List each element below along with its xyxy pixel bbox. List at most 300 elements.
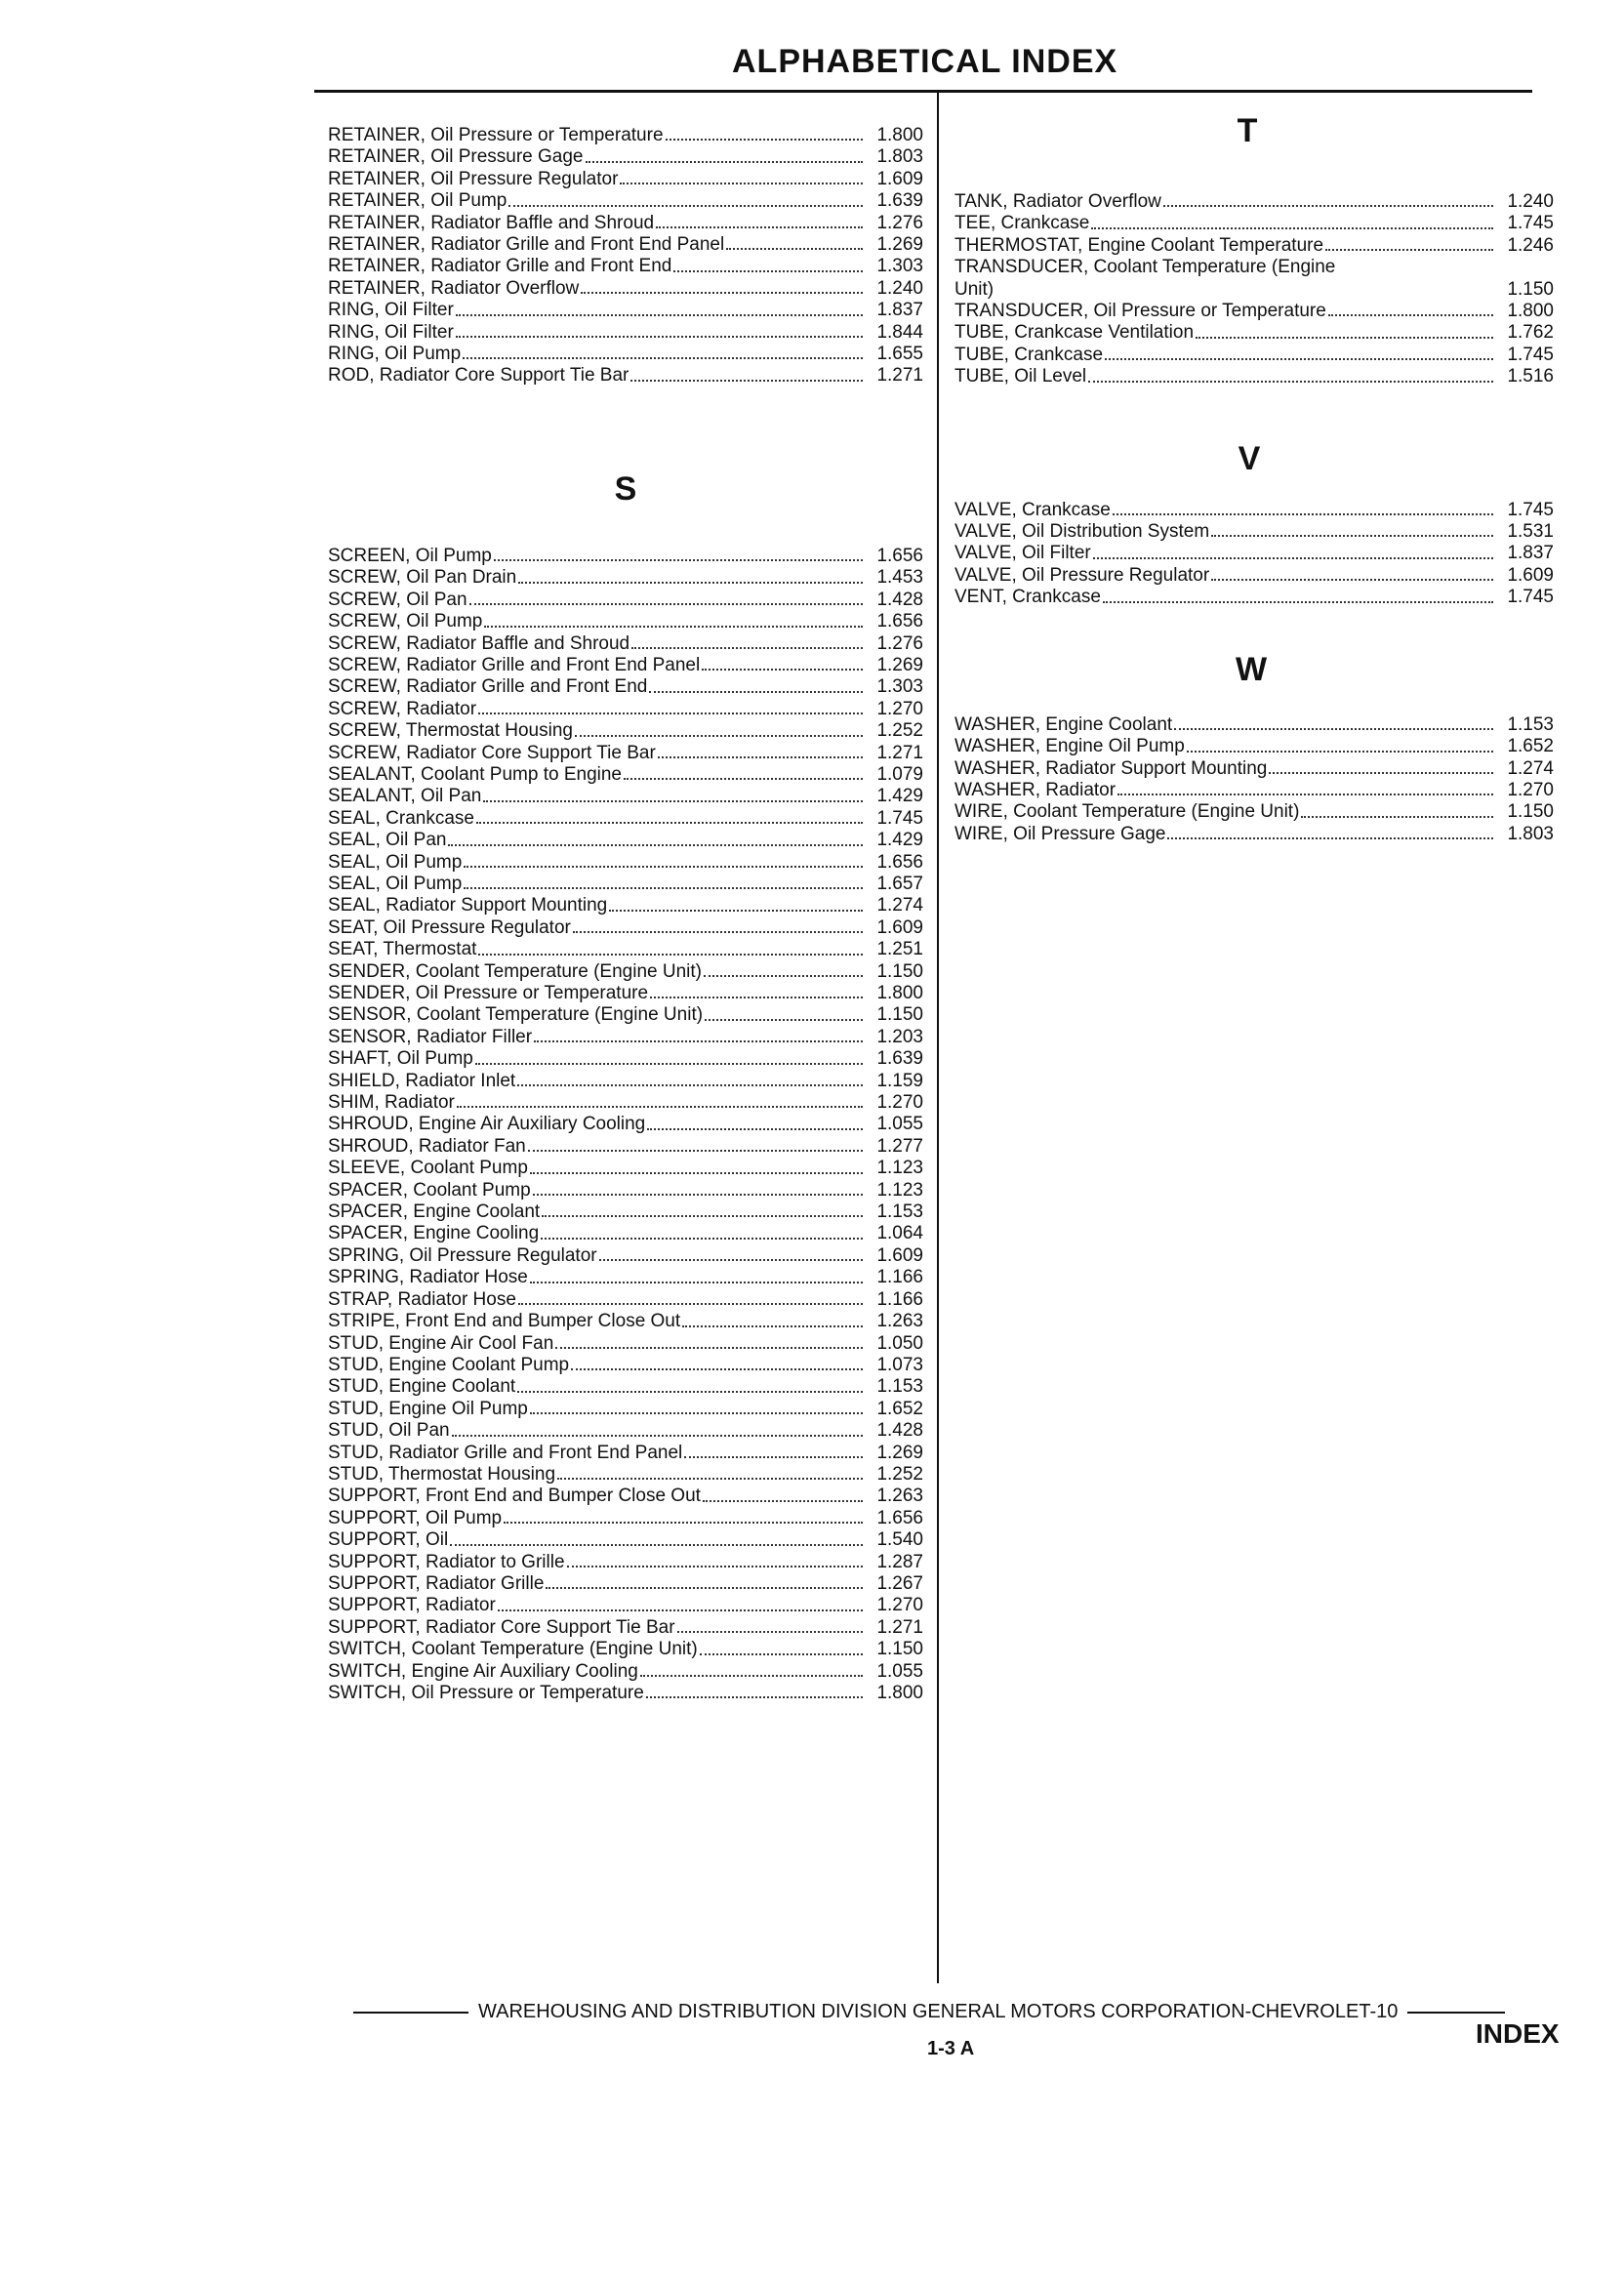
index-entry <box>328 1486 923 1507</box>
index-entry <box>328 213 923 234</box>
entry-page: 1.745 <box>1507 344 1554 365</box>
index-entry <box>328 1180 923 1201</box>
entry-page: 1.745 <box>1507 499 1554 520</box>
dot-leader <box>702 669 863 671</box>
entry-page: 1.123 <box>876 1158 923 1179</box>
entry-page: 1.609 <box>1507 564 1554 586</box>
dot-leader <box>1325 249 1493 251</box>
entry-label: RETAINER, Radiator Grille and Front End Panel <box>328 234 725 256</box>
index-entry <box>954 587 1554 608</box>
dot-leader <box>630 380 863 382</box>
entry-page: 1.153 <box>876 1201 923 1223</box>
entry-label: RING, Oil Filter <box>328 321 454 343</box>
entry-label: SHROUD, Radiator Fan <box>328 1135 526 1157</box>
footer-text: WAREHOUSING AND DISTRIBUTION DIVISION GENERAL MOTORS CORPORATION-CHEVROLET-10 <box>478 2001 1399 2022</box>
dot-leader <box>624 778 863 780</box>
entry-label: TUBE, Crankcase Ventilation <box>954 322 1195 344</box>
dot-leader <box>478 712 863 714</box>
index-entry <box>328 125 923 146</box>
entry-label: SENSOR, Radiator Filler <box>328 1026 533 1047</box>
index-entry <box>328 1267 923 1288</box>
index-entry <box>954 345 1554 366</box>
index-entry <box>954 257 1554 301</box>
index-entry <box>954 714 1554 736</box>
dot-leader <box>456 336 863 338</box>
index-entry <box>328 1158 923 1179</box>
index-entry <box>954 565 1554 587</box>
entry-page: 1.428 <box>876 1420 923 1442</box>
entry-label: SCREW, Radiator Core Support Tie Bar <box>328 742 656 763</box>
index-entry <box>328 256 923 277</box>
index-entry <box>328 895 923 916</box>
entry-label: SPACER, Engine Cooling <box>328 1223 540 1244</box>
entry-label: SUPPORT, Radiator <box>328 1595 496 1616</box>
s-entries <box>328 546 923 1705</box>
index-entry <box>328 1639 923 1660</box>
entry-label: RING, Oil Filter <box>328 300 454 321</box>
index-entry <box>328 852 923 874</box>
dot-leader <box>703 1500 863 1502</box>
index-entry <box>328 169 923 190</box>
entry-label: SLEEVE, Coolant Pump <box>328 1158 528 1179</box>
entry-label: WASHER, Radiator <box>954 779 1116 800</box>
dot-leader <box>609 910 863 912</box>
entry-page: 1.837 <box>876 300 923 321</box>
entry-page: 1.609 <box>876 1244 923 1266</box>
entry-page: 1.287 <box>876 1551 923 1572</box>
entry-page: 1.251 <box>876 939 923 960</box>
entry-page: 1.277 <box>876 1135 923 1157</box>
entry-page: 1.159 <box>876 1070 923 1091</box>
entry-page: 1.203 <box>876 1026 923 1047</box>
entry-label: SEAL, Radiator Support Mounting <box>328 895 608 916</box>
index-entry <box>328 1595 923 1616</box>
dot-leader <box>1113 513 1493 515</box>
index-entry <box>954 322 1554 344</box>
entry-label: SPRING, Oil Pressure Regulator <box>328 1244 597 1266</box>
entry-label: STRIPE, Front End and Bumper Close Out <box>328 1311 681 1332</box>
index-entry <box>328 676 923 698</box>
section-letter-t: T <box>1237 112 1258 149</box>
index-entry <box>954 500 1554 521</box>
dot-leader <box>517 1084 863 1086</box>
section-letter-v: V <box>1238 439 1261 477</box>
page-title: ALPHABETICAL INDEX <box>732 43 1118 80</box>
index-entry <box>328 322 923 344</box>
entry-page: 1.274 <box>1507 757 1554 779</box>
entry-page: 1.079 <box>876 763 923 785</box>
index-entry <box>328 365 923 387</box>
dot-leader <box>483 800 863 802</box>
entry-label: SWITCH, Coolant Temperature (Engine Unit) <box>328 1639 698 1660</box>
dot-leader <box>456 314 863 316</box>
entry-page: 1.150 <box>1507 801 1554 823</box>
dot-leader <box>705 1019 863 1021</box>
index-entry <box>328 1508 923 1529</box>
index-entry <box>954 301 1554 322</box>
dot-leader <box>1105 358 1493 360</box>
section-letter-w: W <box>1235 650 1268 688</box>
entry-page: 1.150 <box>1507 278 1554 300</box>
entry-label: STUD, Engine Coolant <box>328 1376 516 1398</box>
index-entry <box>954 366 1554 387</box>
entry-page: 1.303 <box>876 676 923 698</box>
dot-leader <box>631 647 863 649</box>
dot-leader <box>656 226 863 228</box>
entry-label: TUBE, Crankcase <box>954 344 1104 365</box>
dot-leader <box>518 582 863 584</box>
index-entry <box>328 1223 923 1244</box>
entry-page: 1.064 <box>876 1223 923 1244</box>
entry-label: VALVE, Oil Distribution System <box>954 521 1210 543</box>
dot-leader <box>1167 837 1493 839</box>
entry-page: 1.516 <box>1507 366 1554 387</box>
dot-leader <box>575 735 863 737</box>
entry-page: 1.240 <box>1507 191 1554 212</box>
entry-page: 1.276 <box>876 632 923 654</box>
dot-leader <box>504 1522 863 1524</box>
entry-label: STUD, Engine Coolant Pump <box>328 1354 570 1375</box>
entry-page: 1.656 <box>876 1507 923 1528</box>
footer <box>344 2001 1554 2023</box>
index-entry <box>328 1529 923 1551</box>
entry-label: SCREW, Radiator Grille and Front End <box>328 676 648 698</box>
entry-page: 1.240 <box>876 277 923 299</box>
entry-label: SENDER, Coolant Temperature (Engine Unit) <box>328 960 702 982</box>
dot-leader <box>571 1368 863 1370</box>
index-entry <box>328 1464 923 1486</box>
entry-page: 1.655 <box>876 344 923 365</box>
entry-page: 1.271 <box>876 742 923 763</box>
retainer-entries <box>328 125 923 387</box>
index-entry <box>954 736 1554 757</box>
entry-page: 1.269 <box>876 1442 923 1463</box>
index-entry <box>954 758 1554 780</box>
index-entry <box>954 213 1554 234</box>
dot-leader <box>484 626 863 628</box>
entry-page: 1.055 <box>876 1114 923 1135</box>
dot-leader <box>700 1653 863 1655</box>
entry-page: 1.656 <box>876 851 923 873</box>
entry-page: 1.844 <box>876 321 923 343</box>
index-entry <box>328 1552 923 1573</box>
entry-page: 1.246 <box>1507 234 1554 256</box>
dot-leader <box>726 248 863 250</box>
right-column <box>954 111 1554 845</box>
dot-leader <box>1196 337 1493 339</box>
entry-label: SCREW, Radiator Grille and Front End Panel <box>328 654 701 675</box>
index-entry <box>328 590 923 611</box>
index-entry <box>954 780 1554 801</box>
index-entry <box>328 983 923 1004</box>
entry-label: RETAINER, Oil Pump <box>328 190 508 212</box>
dot-leader <box>478 954 863 956</box>
dot-leader <box>649 691 863 693</box>
entry-page: 1.745 <box>876 807 923 829</box>
entry-page: 1.263 <box>876 1486 923 1507</box>
index-entry <box>954 521 1554 543</box>
entry-label: SUPPORT, Radiator Grille <box>328 1572 545 1594</box>
index-entry <box>328 699 923 720</box>
entry-label: SCREW, Radiator <box>328 698 477 719</box>
entry-page: 1.609 <box>876 168 923 189</box>
index-entry <box>328 1004 923 1026</box>
index-entry <box>328 786 923 807</box>
entry-page: 1.800 <box>876 125 923 145</box>
dot-leader <box>494 559 863 561</box>
entry-label: SUPPORT, Radiator to Grille <box>328 1551 565 1572</box>
entry-page: 1.657 <box>876 873 923 894</box>
dot-leader <box>557 1478 863 1480</box>
dot-leader <box>646 1696 863 1698</box>
entry-page: 1.050 <box>876 1332 923 1354</box>
entry-label: SHIELD, Radiator Inlet <box>328 1070 516 1091</box>
entry-label: VALVE, Crankcase <box>954 499 1111 520</box>
entry-page: 1.150 <box>876 1004 923 1026</box>
entry-page: 1.303 <box>876 256 923 277</box>
entry-label: SEAT, Thermostat <box>328 939 477 960</box>
entry-page: 1.123 <box>876 1179 923 1201</box>
entry-label: SCREW, Oil Pan Drain <box>328 567 517 589</box>
entry-page: 1.153 <box>876 1376 923 1398</box>
entry-page: 1.150 <box>876 960 923 982</box>
entry-label: WASHER, Radiator Support Mounting <box>954 757 1268 779</box>
entry-label: RETAINER, Oil Pressure Regulator <box>328 168 619 189</box>
dot-leader <box>464 866 863 868</box>
dot-leader <box>464 887 863 889</box>
entry-page: 1.656 <box>876 611 923 632</box>
index-entry <box>328 1071 923 1092</box>
entry-page: 1.837 <box>1507 543 1554 564</box>
entry-page: 1.269 <box>876 654 923 675</box>
index-entry <box>328 743 923 764</box>
entry-page: 1.270 <box>876 1092 923 1114</box>
entry-label: RETAINER, Radiator Overflow <box>328 277 580 299</box>
dot-leader <box>530 1282 863 1283</box>
entry-page: 1.269 <box>876 234 923 256</box>
entry-label: SCREW, Radiator Baffle and Shroud <box>328 632 630 654</box>
dot-leader <box>1174 728 1493 730</box>
entry-label: WIRE, Oil Pressure Gage <box>954 823 1166 844</box>
footer-rule-right <box>1407 2012 1505 2014</box>
index-entry <box>328 1136 923 1158</box>
dot-leader <box>555 1347 863 1349</box>
entry-page: 1.800 <box>876 983 923 1003</box>
entry-label: SPACER, Engine Coolant <box>328 1201 541 1223</box>
entry-label: SWITCH, Oil Pressure or Temperature <box>328 1683 644 1703</box>
index-entry <box>954 824 1554 845</box>
entry-label: TRANSDUCER, Oil Pressure or Temperature <box>954 301 1326 322</box>
dot-leader <box>586 161 863 163</box>
index-entry <box>328 344 923 365</box>
entry-label: SCREW, Oil Pump <box>328 611 483 632</box>
dot-leader <box>1328 314 1493 316</box>
index-entry <box>328 1289 923 1311</box>
entry-page: 1.762 <box>1507 322 1554 344</box>
entry-page: 1.270 <box>876 1595 923 1616</box>
dot-leader <box>673 270 863 272</box>
index-entry <box>328 1355 923 1376</box>
index-entry <box>328 1311 923 1332</box>
index-entry <box>328 939 923 960</box>
t-entries <box>954 191 1554 388</box>
dot-leader <box>476 822 863 824</box>
index-entry <box>328 1376 923 1398</box>
dot-leader <box>640 1675 863 1677</box>
entry-page: 1.453 <box>876 567 923 589</box>
entry-label: TUBE, Oil Level <box>954 366 1087 387</box>
index-entry <box>328 917 923 939</box>
index-entry <box>328 1683 923 1704</box>
entry-page: 1.656 <box>876 545 923 566</box>
entry-page: 1.274 <box>876 895 923 916</box>
index-entry <box>328 1114 923 1135</box>
index-entry <box>328 546 923 567</box>
dot-leader <box>682 1325 863 1327</box>
dot-leader <box>528 1150 863 1152</box>
index-entry <box>328 146 923 168</box>
entry-label: STUD, Radiator Grille and Front End Panel <box>328 1442 683 1463</box>
dot-leader <box>573 931 863 933</box>
dot-leader <box>581 292 863 294</box>
dot-leader <box>684 1456 863 1458</box>
entry-page: 1.276 <box>876 212 923 233</box>
entry-page: 1.800 <box>876 1683 923 1703</box>
entry-label: STUD, Engine Oil Pump <box>328 1398 528 1419</box>
entry-label: SCREW, Oil Pan <box>328 589 467 610</box>
entry-label: TRANSDUCER, Coolant Temperature (Engine Unit) <box>954 257 1336 300</box>
dot-leader <box>469 603 863 605</box>
index-entry <box>328 1443 923 1464</box>
v-entries <box>954 500 1554 609</box>
entry-label: WASHER, Engine Oil Pump <box>954 736 1185 757</box>
entry-label: VALVE, Oil Filter <box>954 543 1091 564</box>
entry-label: SUPPORT, Front End and Bumper Close Out <box>328 1486 701 1507</box>
index-entry <box>328 1245 923 1267</box>
entry-label: SCREEN, Oil Pump <box>328 545 492 566</box>
entry-label: SENDER, Oil Pressure or Temperature <box>328 983 649 1003</box>
dot-leader <box>1269 772 1493 774</box>
entry-label: SHAFT, Oil Pump <box>328 1048 473 1070</box>
entry-label: VENT, Crankcase <box>954 587 1101 608</box>
dot-leader <box>457 1106 863 1108</box>
entry-page: 1.270 <box>1507 779 1554 800</box>
entry-page: 1.639 <box>876 190 923 212</box>
dot-leader <box>533 1194 863 1196</box>
footer-rule-left <box>353 2012 468 2014</box>
entry-label: TANK, Radiator Overflow <box>954 191 1161 212</box>
dot-leader <box>450 1544 863 1546</box>
index-entry <box>328 1027 923 1048</box>
index-entry <box>328 633 923 655</box>
entry-page: 1.540 <box>876 1529 923 1551</box>
entry-page: 1.429 <box>876 786 923 807</box>
section-label: INDEX <box>1476 2018 1560 2049</box>
entry-page: 1.073 <box>876 1354 923 1375</box>
entry-label: ROD, Radiator Core Support Tie Bar <box>328 365 629 387</box>
index-entry <box>328 1399 923 1420</box>
dot-leader <box>1117 794 1493 795</box>
dot-leader <box>542 1215 863 1217</box>
entry-page: 1.428 <box>876 589 923 610</box>
index-entry <box>328 720 923 742</box>
index-entry <box>328 278 923 300</box>
dot-leader <box>1091 227 1493 229</box>
index-entry <box>328 300 923 321</box>
w-entries <box>954 714 1554 845</box>
index-entry <box>954 235 1554 257</box>
dot-leader <box>530 1412 863 1414</box>
index-entry <box>328 611 923 632</box>
index-entry <box>328 830 923 851</box>
index-entry <box>328 655 923 676</box>
entry-page: 1.252 <box>876 1463 923 1485</box>
column-divider <box>937 90 939 1983</box>
entry-page: 1.271 <box>876 365 923 387</box>
entry-page: 1.263 <box>876 1311 923 1332</box>
entry-label: SUPPORT, Oil Pump <box>328 1507 503 1528</box>
entry-label: WIRE, Coolant Temperature (Engine Unit) <box>954 801 1300 823</box>
entry-label: STUD, Oil Pan <box>328 1420 450 1442</box>
entry-label: TEE, Crankcase <box>954 213 1090 234</box>
entry-label: WASHER, Engine Coolant <box>954 713 1173 735</box>
entry-label: SEAT, Oil Pressure Regulator <box>328 916 571 938</box>
entry-page: 1.531 <box>1507 521 1554 543</box>
dot-leader <box>677 1631 863 1633</box>
dot-leader <box>1211 535 1493 537</box>
section-letter-s: S <box>614 469 637 508</box>
entry-label: STUD, Engine Air Cool Fan <box>328 1332 554 1354</box>
dot-leader <box>650 997 863 998</box>
entry-label: RETAINER, Oil Pressure or Temperature <box>328 125 664 145</box>
index-entry <box>328 234 923 256</box>
index-entry <box>328 808 923 830</box>
index-entry <box>328 1420 923 1442</box>
dot-leader <box>530 1172 863 1174</box>
entry-page: 1.800 <box>1507 301 1554 322</box>
left-column <box>328 125 923 1704</box>
dot-leader <box>1301 816 1493 818</box>
dot-leader <box>541 1238 863 1240</box>
entry-page: 1.267 <box>876 1572 923 1594</box>
index-entry <box>328 190 923 212</box>
index-entry <box>328 1092 923 1114</box>
entry-label: SEAL, Oil Pump <box>328 851 463 873</box>
entry-label: SHIM, Radiator <box>328 1092 455 1114</box>
dot-leader <box>704 975 863 977</box>
index-entry <box>954 191 1554 213</box>
dot-leader <box>1211 579 1493 581</box>
dot-leader <box>599 1259 863 1261</box>
dot-leader <box>1088 381 1493 383</box>
entry-label: SENSOR, Coolant Temperature (Engine Unit) <box>328 1004 704 1026</box>
dot-leader <box>647 1128 863 1130</box>
index-entry <box>328 567 923 589</box>
entry-page: 1.252 <box>876 720 923 742</box>
entry-page: 1.429 <box>876 830 923 851</box>
index-entry <box>328 1661 923 1683</box>
entry-label: STRAP, Radiator Hose <box>328 1288 516 1310</box>
dot-leader <box>546 1587 863 1589</box>
entry-label: RETAINER, Oil Pressure Gage <box>328 146 584 168</box>
dot-leader <box>518 1303 863 1305</box>
index-entry <box>328 1048 923 1070</box>
entry-page: 1.055 <box>876 1660 923 1682</box>
dot-leader <box>666 139 863 141</box>
entry-label: SUPPORT, Radiator Core Support Tie Bar <box>328 1616 675 1638</box>
index-entry <box>328 1617 923 1639</box>
entry-page: 1.166 <box>876 1288 923 1310</box>
